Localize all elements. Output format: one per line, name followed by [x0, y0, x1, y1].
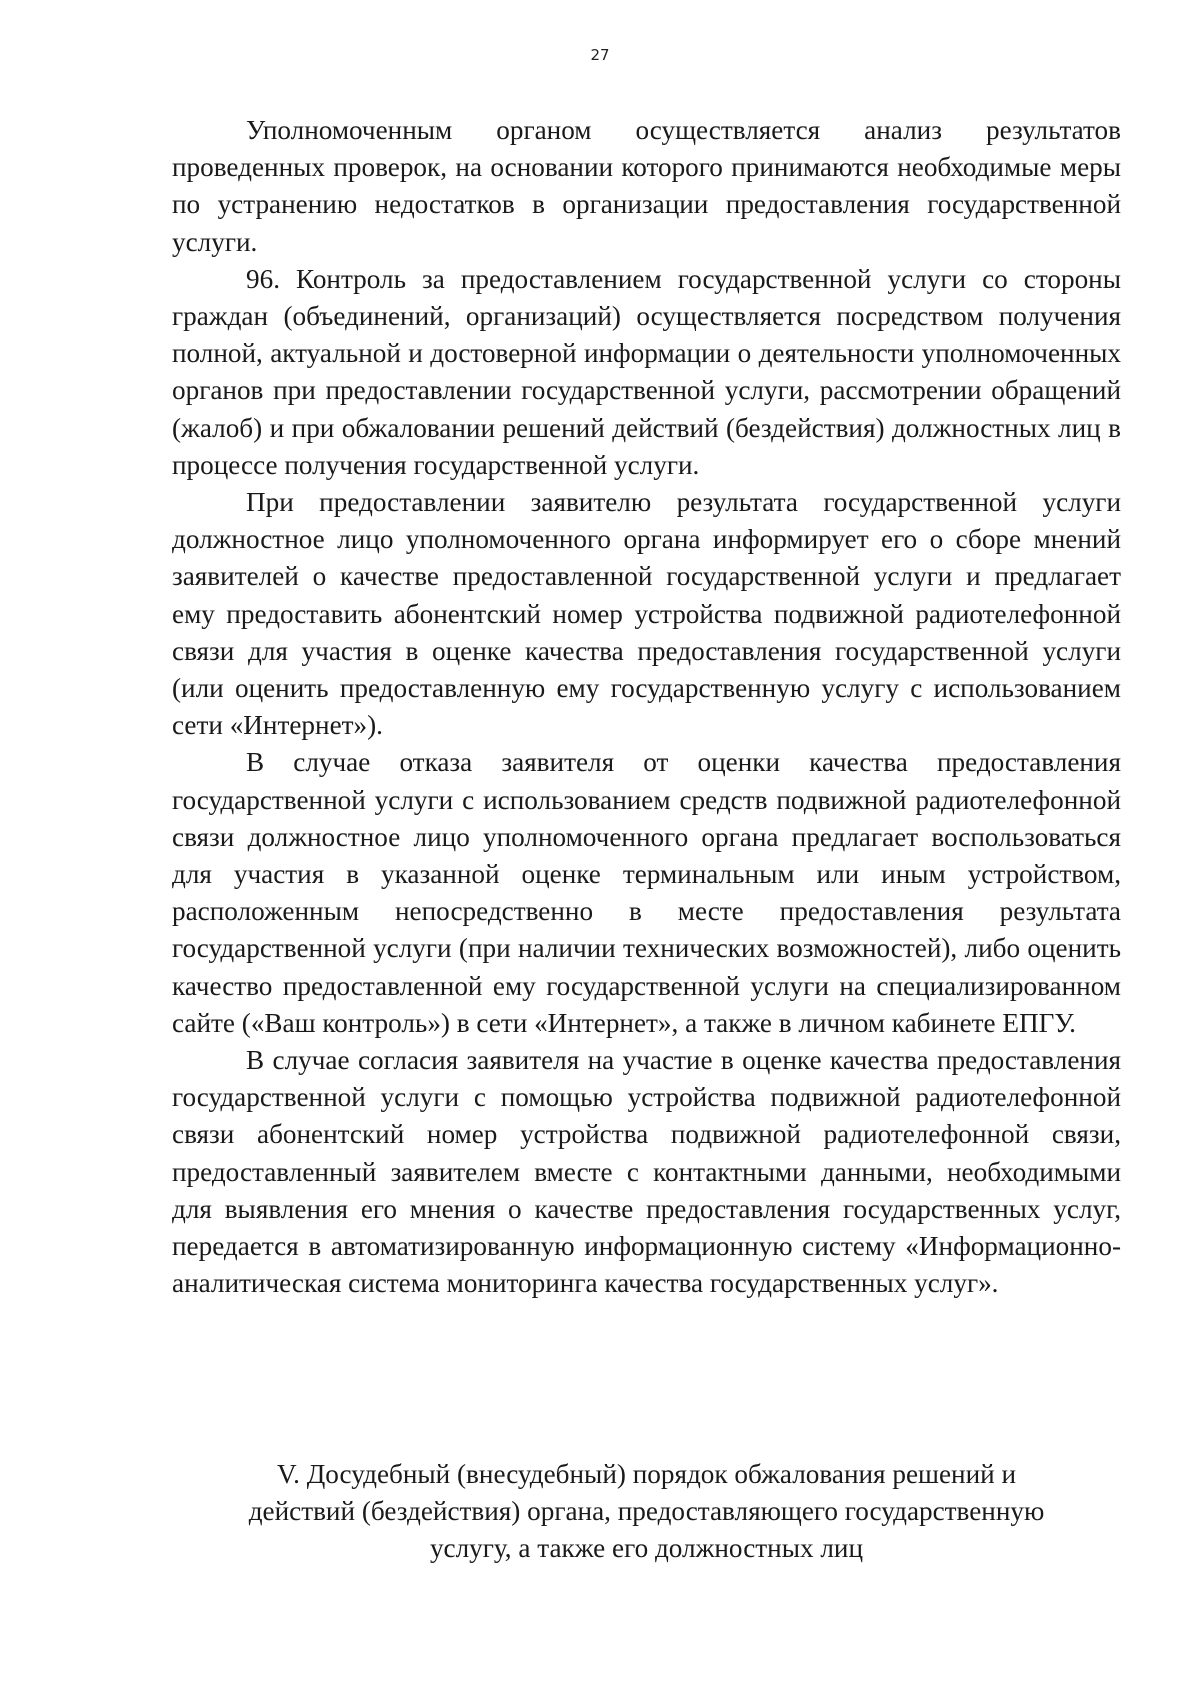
paragraph-96-citizen-control: 96. Контроль за предоставлением государственной услуги со стороны граждан (объединений, организаций) осуществляется посредством получения полной, актуальной и достоверной информации о деятельности уполномоченных органов при предоставлении государственной услуги, рассмотрении обращений (жалоб) и при обжаловании решений действий (бездействия) должностных лиц в процессе получения государственной услуги. [172, 263, 1121, 480]
section-heading-line: услугу, а также его должностных лиц [429, 1533, 864, 1564]
body-text [172, 112, 1121, 1303]
paragraph-consent-case: В случае согласия заявителя на участие в оценке качества предоставления государственной услуги с помощью устройства подвижной радиотелефонной связи абонентский номер устройства подвижной радиотелефонной связи, предоставленный заявителем вместе с контактными данными, необходимыми для выявления его мнения о качестве предоставления государственных услуг, передается в автоматизированную информационную систему «Информационно-аналитическая система мониторинга качества государственных услуг». [172, 1045, 1121, 1299]
paragraph-analysis: Уполномоченным органом осуществляется анализ результатов проведенных проверок, на основании которого принимаются необходимые меры по устранению недостатков в организации предоставления государственной услуги. [172, 115, 1121, 257]
paragraph-refusal-case: В случае отказа заявителя от оценки качества предоставления государственной услуги с использованием средств подвижной радиотелефонной связи должностное лицо уполномоченного органа предлагает воспользоваться для участия в указанной оценке терминальным или иным устройством, расположенным непосредственно в месте предоставления результата государственной услуги (при наличии технических возможностей), либо оценить качество предоставленной ему государственной услуги на специализированном сайте («Ваш контроль») в сети «Интернет», а также в личном кабинете ЕПГУ. [172, 747, 1121, 1038]
section-heading [172, 1456, 1121, 1568]
paragraph-result-opinion-survey: При предоставлении заявителю результата государственной услуги должностное лицо уполномоченного органа информирует его о сборе мнений заявителей о качестве предоставленной государственной услуги и предлагает ему предоставить абонентский номер устройства подвижной радиотелефонной связи для участия в оценке качества предоставления государственной услуги (или оценить предоставленную ему государственную услугу с использованием сети «Интернет»). [172, 487, 1121, 741]
section-heading-line: V. Досудебный (внесудебный) порядок обжалования решений и [276, 1459, 1017, 1489]
page-number: 27 [590, 46, 610, 64]
section-heading-line: действий (бездействия) органа, предоставляющего государственную [248, 1496, 1045, 1527]
